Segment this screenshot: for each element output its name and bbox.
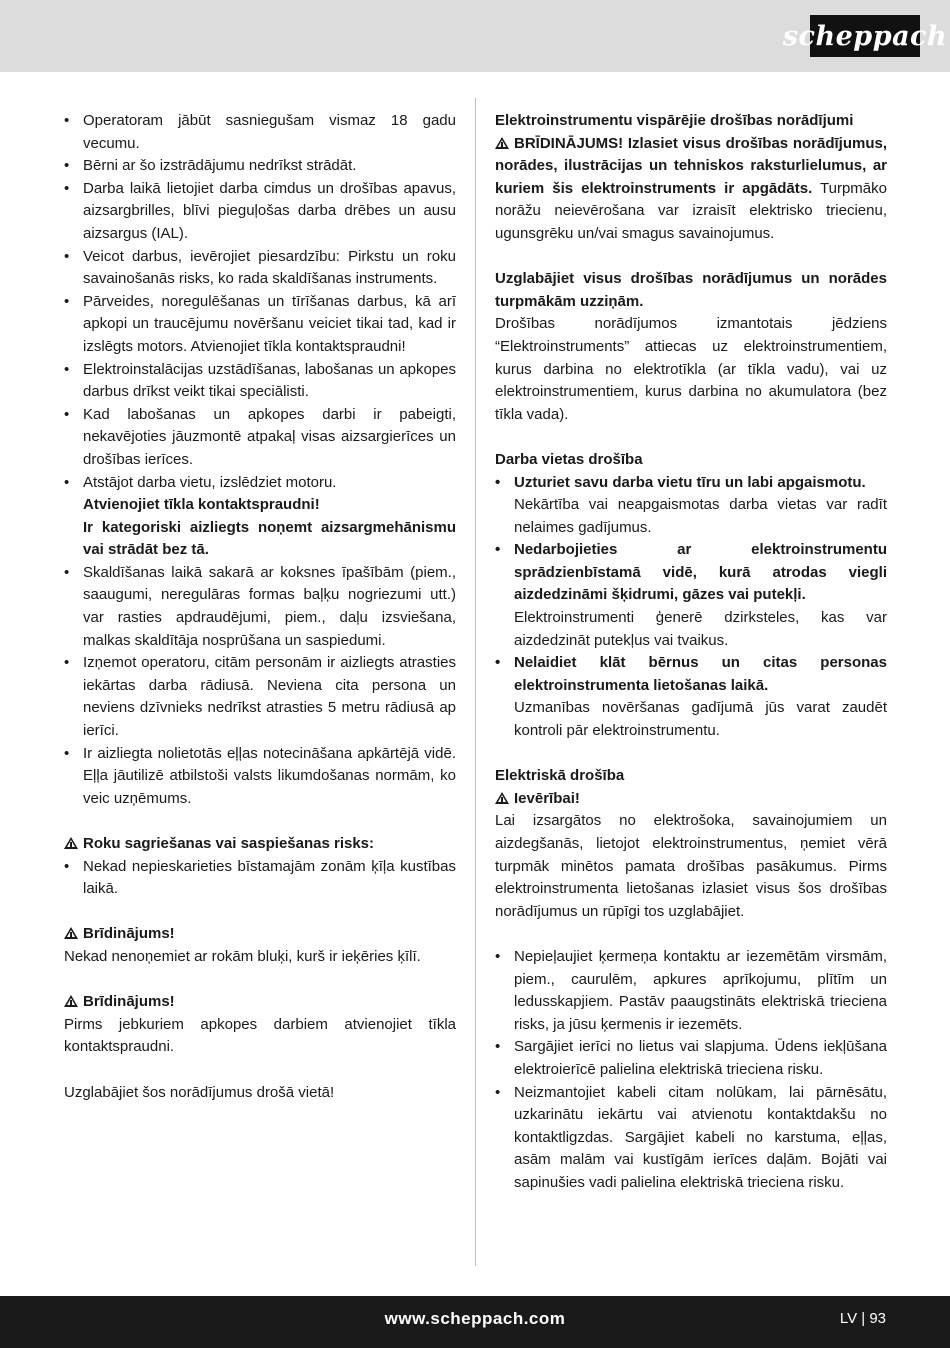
list-item: • Nelaidiet klāt bērnus un citas personas elektroinstrumenta lietošanas laikā. Uzmanības novēršanas gadījumā jūs varat zaudēt kontroli pār elektroinstrumentu.	[495, 652, 887, 742]
website-url[interactable]: www.scheppach.com	[384, 1309, 566, 1328]
list-item: • Uzturiet savu darba vietu tīru un labi apgaismotu. Nekārtība vai neapgaismotas darba vietas var radīt nelaimes gadījumus.	[495, 472, 887, 540]
list-item: • Ir aizliegta nolietotās eļļas notecināšana apkārtējā vidē. Eļļa jāutilizē atbilstoši valsts likumdošanas normām, ko veic uzņēmums.	[64, 743, 456, 811]
list-item: • Operatoram jābūt sasniegušam vismaz 18 gadu vecumu.	[64, 110, 456, 155]
warning-2-heading: Brīdinājums!	[64, 991, 456, 1014]
right-column	[495, 110, 887, 1195]
unplug-notice: Atvienojiet tīkla kontaktspraudni!	[83, 496, 320, 514]
list-item: • Sargājiet ierīci no lietus vai slapjuma. Ūdens iekļūšana elektroierīcē palielina elektriskā trieciena risku.	[495, 1036, 887, 1081]
safety-list-1	[64, 110, 456, 810]
list-item: • Bērni ar šo izstrādājumu nedrīkst strādāt.	[64, 155, 456, 178]
work-area-heading: Darba vietas drošība	[495, 450, 643, 468]
work-area-list	[495, 472, 887, 743]
keep-text: Drošības norādījumos izmantotais jēdziens “Elektroinstruments” attiecas uz elektroinstrumentiem, kurus darbina no elektrotīkla (ar tīkla vadu), vai uz elektroinstrumentiem, kurus darbina no akumulatora (bez tīkla vada).	[495, 315, 887, 423]
list-item: • Neizmantojiet kabeli citam nolūkam, lai pārnēsātu, uzkarinātu iekārtu vai atvienotu kontaktdakšu no kontaktligzdas. Sargājiet kabeli no karstuma, eļļas, asām malām vai kustīgām ierīces daļām. Bojāti vai sapinušies vadi palielina elektriskā trieciena risku.	[495, 1082, 887, 1195]
stop-text: Atstājot darba vietu, izslēdziet motoru.	[83, 473, 337, 491]
warning-icon	[495, 137, 509, 149]
warning-icon	[495, 792, 509, 804]
hands-risk-list	[64, 856, 456, 901]
left-column	[64, 110, 456, 1104]
warning-icon	[64, 995, 78, 1007]
list-item: • Veicot darbus, ievērojiet piesardzību: Pirkstu un roku savainošanās risks, ko rada skaldīšanas instruments.	[64, 246, 456, 291]
general-warning: BRĪDINĀJUMS! Izlasiet visus drošības norādījumus, norādes, ilustrācijas un tehniskos raksturlielumus, ar kuriem šis elektroinstruments ir apgādāts. Turpmāko norāžu neievērošana var izraisīt elektrisko triecienu, ugunsgrēku un/vai smagus savainojumus.	[495, 134, 887, 242]
hands-risk-heading: Roku sagriešanas vai saspiešanas risks:	[64, 833, 456, 856]
warning-1-text: Nekad nenoņemiet ar rokām bluķi, kurš ir ieķēries ķīlī.	[64, 947, 421, 965]
electrical-safety-heading: Elektriskā drošība	[495, 767, 625, 785]
keep-heading: Uzglabājiet visus drošības norādījumus un norādes turpmākām uzziņām.	[495, 270, 887, 310]
list-item: • Pārveides, noregulēšanas un tīrīšanas darbus, kā arī apkopi un traucējumu novēršanu veiciet tikai tad, kad ir izslēgts motors. Atvienojiet tīkla kontaktspraudni!	[64, 291, 456, 359]
page-footer	[0, 1296, 950, 1348]
brand-logo: scheppach	[810, 15, 920, 57]
electrical-list	[495, 946, 887, 1195]
warning-2-text: Pirms jebkuriem apkopes darbiem atvienojiet tīkla kontaktspraudni.	[64, 1015, 456, 1056]
list-item: • Skaldīšanas laikā sakarā ar koksnes īpašībām (piem., saaugumi, neregulāras formas baļķu nogriezumi utt.) var rasties apdraudējumi, piem., daļu izsviešana, malkas skaldītāja nosprūšana un saspiedumi.	[64, 562, 456, 652]
warning-icon	[64, 837, 78, 849]
list-item	[64, 472, 456, 562]
guard-notice: Ir kategoriski aizliegts noņemt aizsargmehānismu vai strādāt bez tā.	[83, 518, 456, 559]
column-divider	[475, 98, 476, 1266]
general-safety-heading: Elektroinstrumentu vispārējie drošības norādījumi	[495, 112, 854, 129]
keep-instructions: Uzglabājiet šos norādījumus drošā vietā!	[64, 1083, 335, 1101]
list-item: • Darba laikā lietojiet darba cimdus un drošības apavus, aizsargbrilles, blīvi pieguļošas darba drēbes un ausu aizsargus (IAL).	[64, 178, 456, 246]
list-item: • Kad labošanas un apkopes darbi ir pabeigti, nekavējoties jāuzmontē atpakaļ visas aizsargierīces un drošības ierīces.	[64, 404, 456, 472]
list-item: • Nedarbojieties ar elektroinstrumentu sprādzienbīstamā vidē, kurā atrodas viegli aizdedzināmi šķidrumi, gāzes vai putekļi. Elektroinstrumenti ģenerē dzirksteles, kas var aizdedzināt putekļus vai tvaikus.	[495, 539, 887, 652]
list-item: • Nekad nepieskarieties bīstamajām zonām ķīļa kustības laikā.	[64, 856, 456, 901]
list-item: • Elektroinstalācijas uzstādīšanas, labošanas un apkopes darbus drīkst veikt tikai speciālisti.	[64, 359, 456, 404]
page-number: LV | 93	[839, 1310, 886, 1327]
list-item: • Izņemot operatoru, citām personām ir aizliegts atrasties iekārtas darba rādiusā. Neviena cita persona un neviens dzīvnieks nedrīkst atrasties 5 metru rādiusā ap ierīci.	[64, 652, 456, 742]
warning-icon	[64, 927, 78, 939]
page-header	[0, 0, 950, 72]
warning-1-heading: Brīdinājums!	[64, 923, 456, 946]
list-item: • Nepieļaujiet ķermeņa kontaktu ar iezemētām virsmām, piem., caurulēm, apkures aprīkojumu, plītīm un ledusskapjiem. Pastāv paaugstināts elektriskā trieciena risks, ja jūsu ķermenis ir iezemēts.	[495, 946, 887, 1036]
electrical-intro: Lai izsargātos no elektrošoka, savainojumiem un aizdegšanās, lietojot elektroinstrumentus, ņemiet vērā turpmāk minētos pamata drošības pasākumus. Pirms elektroinstrumenta lietošanas izlasiet visus šos drošības norādījumus un rūpīgi tos uzglabājiet.	[495, 812, 887, 920]
attention-heading: Ievērībai!	[495, 788, 887, 811]
